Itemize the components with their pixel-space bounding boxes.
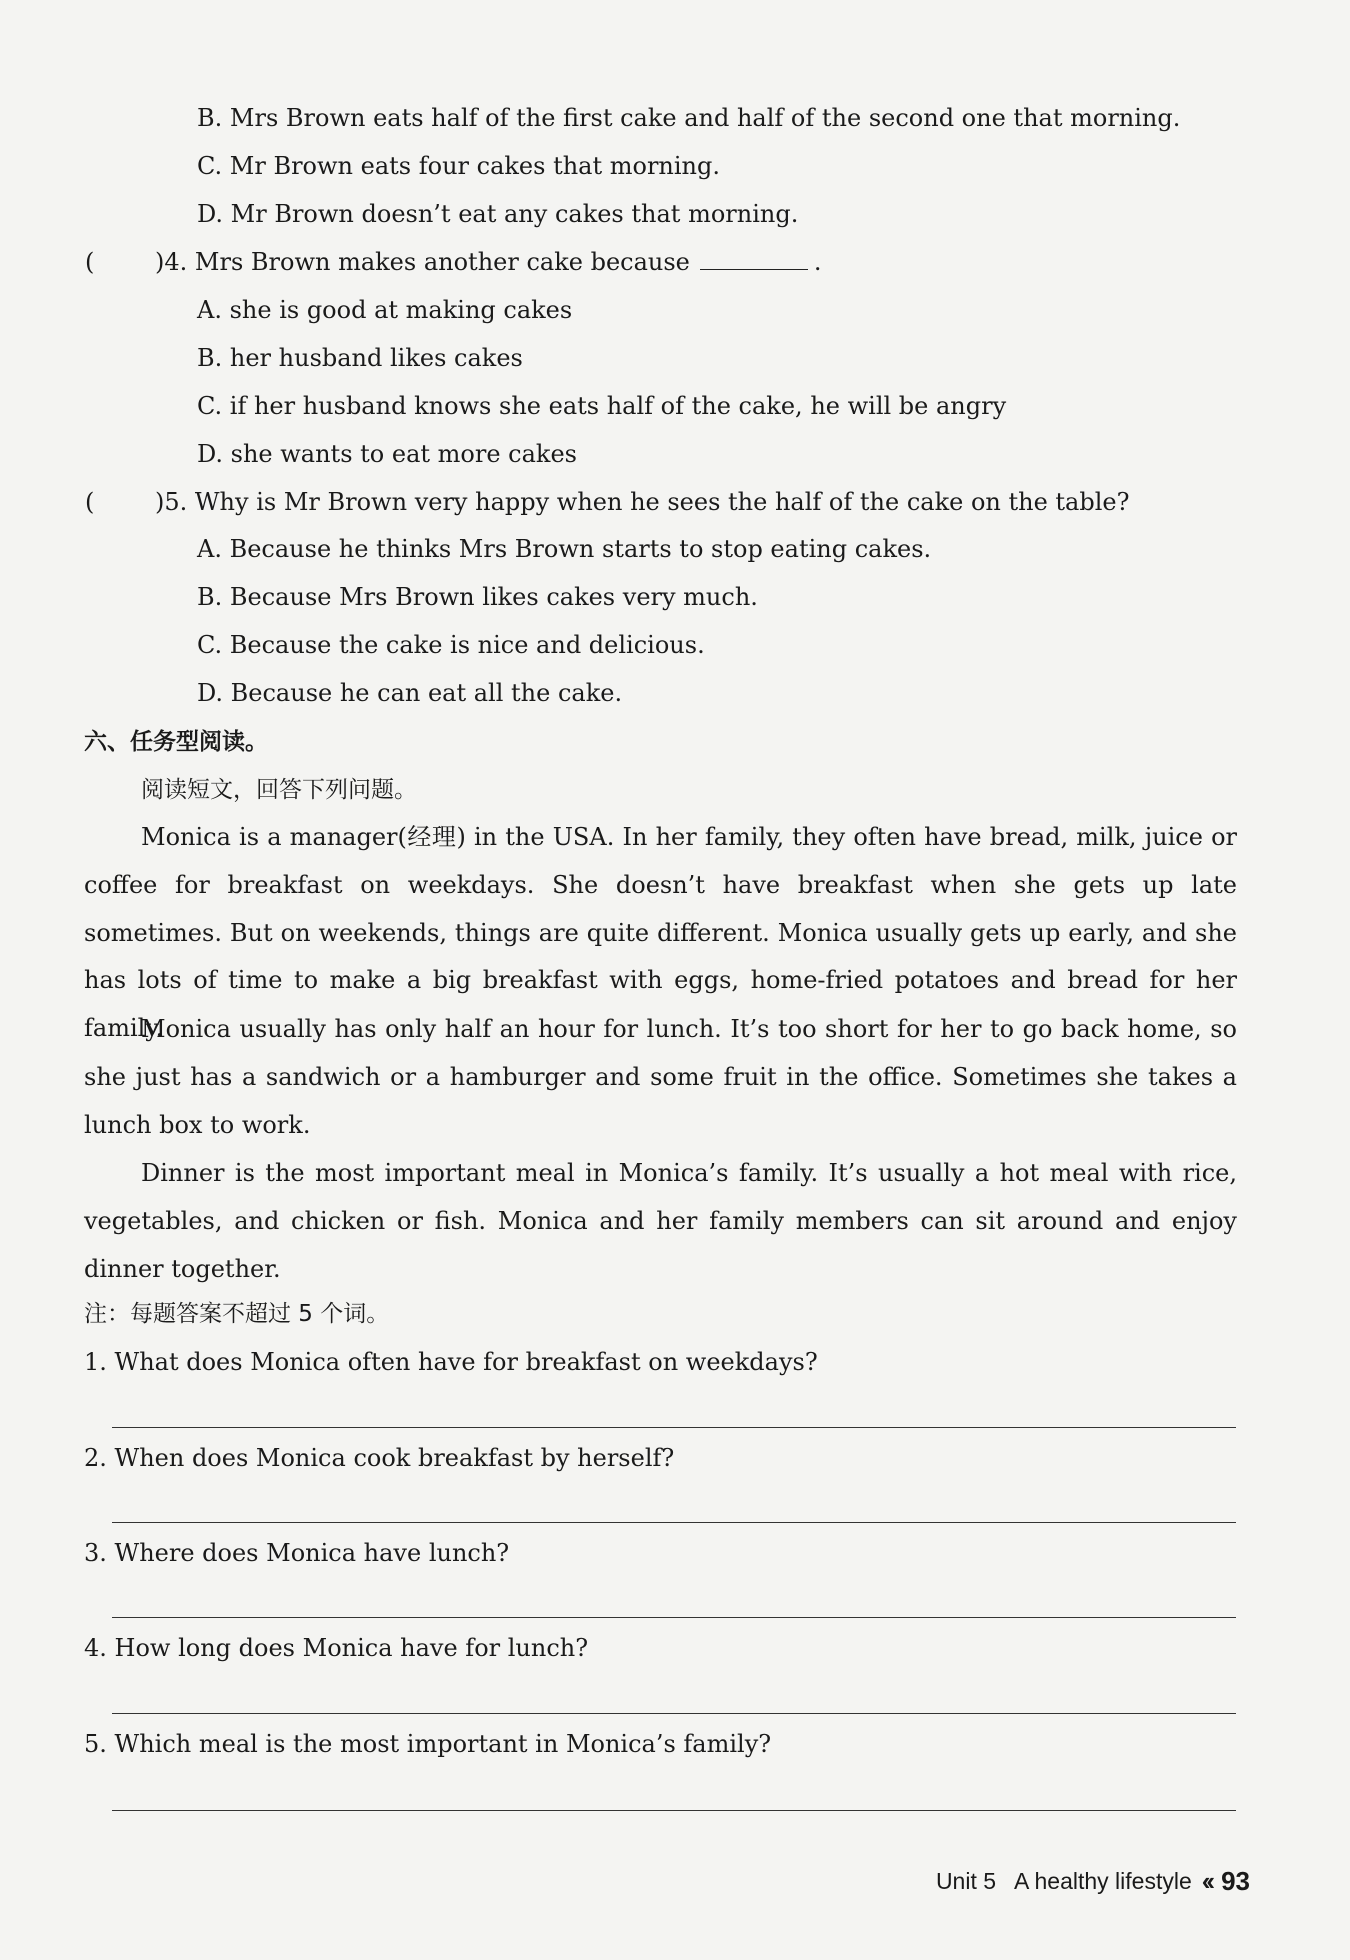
answer-line-3[interactable] (112, 1617, 1236, 1618)
section-title: 六、任务型阅读。 (84, 729, 268, 755)
question-5: 5. Which meal is the most important in Monica’s family? (84, 1730, 772, 1758)
answer-line-5[interactable] (112, 1810, 1236, 1811)
q4-option-a: A. she is good at making cakes (197, 296, 573, 324)
q3-option-c: C. Mr Brown eats four cakes that morning. (197, 152, 721, 180)
passage-paragraph-1: Monica is a manager(经理) in the USA. In her family, they often have bread, milk, juice or coffee for breakfast on weekdays. She doesn’t have breakfast when she gets up late sometimes. But on weekends, things are quite different. Monica usually gets up early, and she has lots of time to make a big breakfast with eggs, home-fried potatoes and bread for her family. (84, 823, 1237, 1043)
answer-note: 注：每题答案不超过 5 个词。 (84, 1301, 390, 1327)
q5-option-b: B. Because Mrs Brown likes cakes very much. (197, 583, 758, 611)
q4-stem-end: . (813, 248, 822, 276)
question-1: 1. What does Monica often have for breakfast on weekdays? (84, 1348, 818, 1376)
q4-blank[interactable] (700, 247, 808, 270)
q4-stem (155, 246, 822, 278)
q3-option-d: D. Mr Brown doesn’t eat any cakes that morning. (197, 200, 799, 228)
q5-option-c: C. Because the cake is nice and delicious. (197, 631, 705, 659)
page-footer (936, 1866, 1250, 1896)
footer-unit: Unit 5 (935, 1868, 997, 1894)
chevron-left-icon: ‹‹ (1201, 1866, 1212, 1896)
passage-paragraph-3: Dinner is the most important meal in Monica’s family. It’s usually a hot meal with rice, vegetables, and chicken or fish. Monica and her family members can sit around and enjoy dinner together. (84, 1159, 1237, 1283)
q4-option-c: C. if her husband knows she eats half of the cake, he will be angry (197, 392, 1007, 420)
q5-option-a: A. Because he thinks Mrs Brown starts to stop eating cakes. (197, 535, 932, 563)
page-number: 93 (1221, 1866, 1250, 1896)
q5-answer-paren[interactable]: ( (85, 488, 95, 516)
question-3: 3. Where does Monica have lunch? (84, 1539, 510, 1567)
q5-stem: )5. Why is Mr Brown very happy when he sees the half of the cake on the table? (155, 488, 1130, 516)
answer-line-1[interactable] (112, 1427, 1236, 1428)
question-4: 4. How long does Monica have for lunch? (84, 1634, 589, 1662)
q4-stem-text: )4. Mrs Brown makes another cake because (155, 248, 690, 276)
q4-answer-paren[interactable]: ( (85, 248, 95, 276)
answer-line-2[interactable] (112, 1522, 1236, 1523)
q4-option-d: D. she wants to eat more cakes (197, 440, 577, 468)
section-instruction: 阅读短文，回答下列问题。 (141, 777, 417, 803)
passage-paragraph-2: Monica usually has only half an hour for lunch. It’s too short for her to go back home, so she just has a sandwich or a hamburger and some fruit in the office. Sometimes she takes a lunch box to work. (84, 1015, 1237, 1139)
answer-line-4[interactable] (112, 1713, 1236, 1714)
q4-option-b: B. her husband likes cakes (197, 344, 523, 372)
question-2: 2. When does Monica cook breakfast by herself? (84, 1444, 675, 1472)
footer-topic: A healthy lifestyle (1014, 1868, 1192, 1894)
q5-option-d: D. Because he can eat all the cake. (197, 679, 623, 707)
q3-option-b: B. Mrs Brown eats half of the first cake and half of the second one that morning. (197, 104, 1181, 132)
